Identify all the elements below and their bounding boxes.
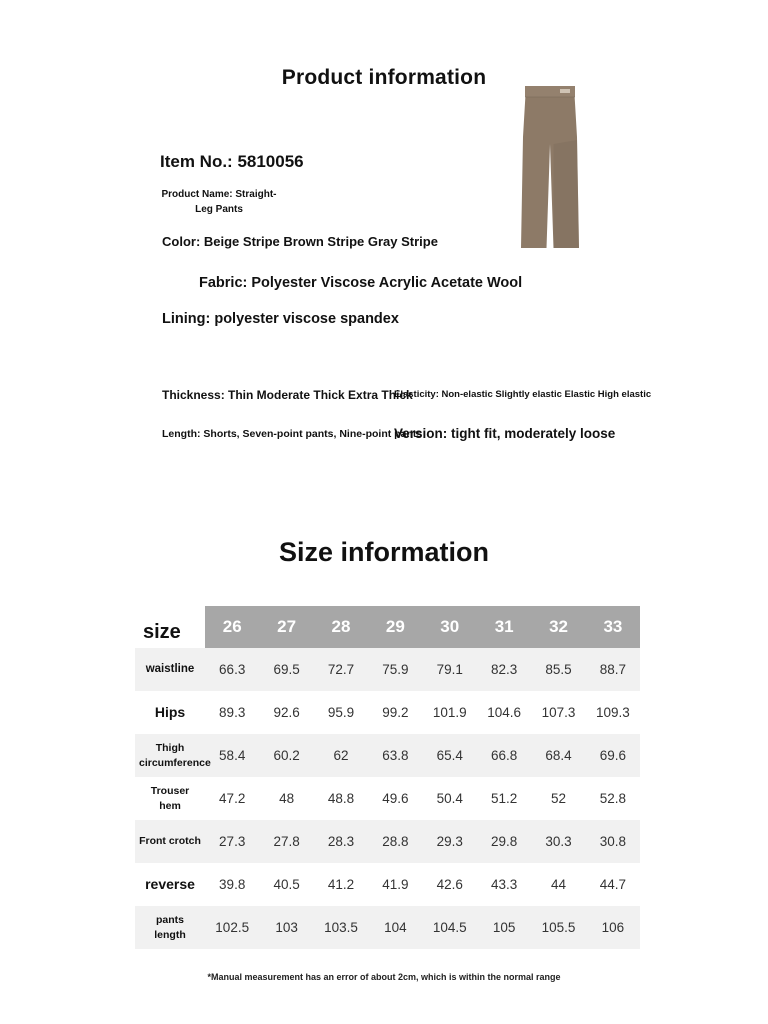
size-value-cell: 58.4 (219, 748, 246, 763)
fabric-info: Fabric: Polyester Viscose Acrylic Acetate Wool (199, 275, 523, 291)
row-label: Front crotch (139, 835, 201, 848)
size-table-corner-label: size (135, 606, 205, 648)
size-column-header: 29 (368, 606, 422, 648)
size-value-cell: 44.7 (599, 877, 627, 892)
size-value-cell: 99.2 (382, 705, 409, 720)
size-column-header: 31 (477, 606, 531, 648)
size-value-cell: 106 (601, 920, 625, 935)
size-value-cell: 44 (551, 877, 567, 892)
size-value-cell: 66.8 (491, 748, 518, 763)
size-value-cell: 28.3 (327, 834, 355, 849)
row-label: waistline (145, 662, 195, 675)
size-value-cell: 43.3 (491, 877, 518, 892)
size-value-cell: 60.2 (273, 748, 300, 763)
size-value-cell: 104.5 (432, 920, 467, 935)
size-value-cell: 47.2 (219, 791, 246, 806)
size-value-cell: 79.1 (436, 662, 463, 677)
size-value-cell: 95.9 (327, 705, 355, 720)
size-value-cell: 104 (384, 920, 407, 935)
product-image (513, 82, 587, 252)
size-value-cell: 62 (333, 748, 349, 763)
waistband-label-detail (560, 89, 570, 93)
size-column-header: 27 (259, 606, 313, 648)
size-value-cell: 105 (492, 920, 516, 935)
size-value-cell: 52.8 (599, 791, 627, 806)
table-row (135, 648, 640, 691)
size-value-cell: 103.5 (324, 920, 358, 935)
size-value-cell: 105.5 (541, 920, 576, 935)
thickness-info: Thickness: Thin Moderate Thick Extra Thick (162, 388, 413, 402)
size-value-cell: 66.3 (219, 662, 246, 677)
size-column-header: 32 (531, 606, 585, 648)
size-value-cell: 82.3 (491, 662, 518, 677)
size-value-cell: 92.6 (273, 705, 300, 720)
size-value-cell: 50.4 (436, 791, 463, 806)
size-value-cell: 41.2 (327, 877, 355, 892)
row-label: pants length (154, 914, 186, 941)
size-value-cell: 51.2 (491, 791, 518, 806)
size-value-cell: 63.8 (382, 748, 409, 763)
size-value-cell: 30.3 (545, 834, 572, 849)
row-label: Trouser hem (150, 785, 190, 812)
size-value-cell: 104.6 (487, 705, 522, 720)
size-value-cell: 75.9 (382, 662, 409, 677)
size-value-cell: 27.8 (273, 834, 300, 849)
size-column-header: 30 (423, 606, 477, 648)
row-label: reverse (145, 876, 195, 893)
page-title: Product information (281, 66, 487, 89)
size-column-header: 33 (586, 606, 640, 648)
size-value-cell: 42.6 (436, 877, 463, 892)
size-value-cell: 102.5 (215, 920, 250, 935)
size-value-cell: 68.4 (545, 748, 572, 763)
size-value-cell: 30.8 (599, 834, 627, 849)
size-value-cell: 72.7 (327, 662, 355, 677)
table-row (135, 777, 640, 820)
size-value-cell: 40.5 (273, 877, 300, 892)
measurement-footnote: *Manual measurement has an error of about 2cm, which is within the normal range (207, 972, 561, 982)
row-label: Hips (154, 704, 186, 721)
size-value-cell: 109.3 (596, 705, 630, 720)
size-column-header: 28 (314, 606, 368, 648)
product-name: Product Name: Straight-Leg Pants (161, 189, 277, 215)
size-value-cell: 29.8 (491, 834, 518, 849)
elasticity-info: Elasticity: Non-elastic Slightly elastic Elastic High elastic (394, 389, 652, 400)
item-number: Item No.: 5810056 (160, 152, 304, 171)
table-row (135, 734, 640, 777)
table-row (135, 820, 640, 863)
size-value-cell: 39.8 (219, 877, 246, 892)
length-info: Length: Shorts, Seven-point pants, Nine-point pants (162, 428, 423, 440)
size-value-cell: 29.3 (436, 834, 463, 849)
table-row (135, 906, 640, 949)
size-value-cell: 48.8 (327, 791, 355, 806)
size-value-cell: 107.3 (541, 705, 576, 720)
size-value-cell: 41.9 (382, 877, 409, 892)
size-value-cell: 48 (279, 791, 295, 806)
size-value-cell: 85.5 (545, 662, 572, 677)
size-table (135, 606, 640, 949)
size-value-cell: 101.9 (432, 705, 467, 720)
row-label: Thigh circumference (139, 742, 211, 769)
size-value-cell: 65.4 (436, 748, 463, 763)
size-value-cell: 88.7 (599, 662, 627, 677)
table-row (135, 863, 640, 906)
size-value-cell: 49.6 (382, 791, 409, 806)
size-section-title: Size information (278, 537, 489, 567)
version-info: Version: tight fit, moderately loose (394, 426, 616, 441)
size-value-cell: 103 (275, 920, 298, 935)
size-column-header: 26 (205, 606, 259, 648)
size-value-cell: 89.3 (219, 705, 246, 720)
size-value-cell: 69.6 (599, 748, 627, 763)
size-value-cell: 69.5 (273, 662, 300, 677)
pants-illustration (513, 82, 587, 252)
size-value-cell: 28.8 (382, 834, 409, 849)
size-value-cell: 27.3 (219, 834, 246, 849)
color-info: Color: Beige Stripe Brown Stripe Gray Stripe (162, 234, 438, 249)
lining-info: Lining: polyester viscose spandex (162, 311, 399, 327)
table-row (135, 691, 640, 734)
size-value-cell: 52 (551, 791, 567, 806)
